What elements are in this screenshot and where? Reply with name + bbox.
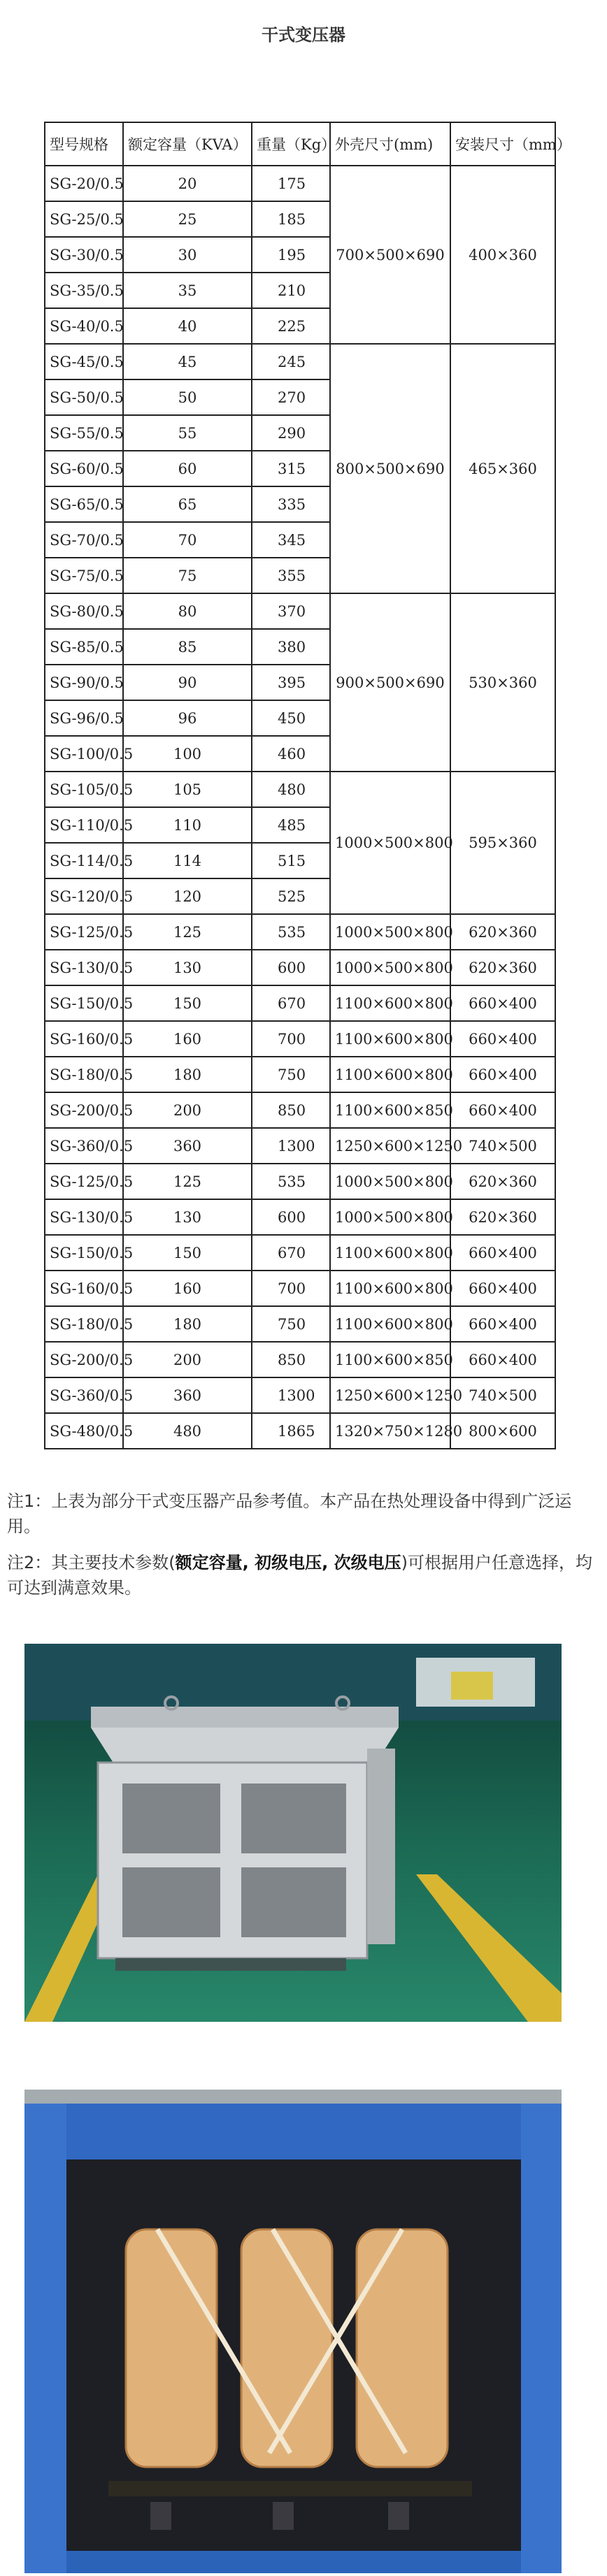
capacity-cell: 480: [123, 1413, 252, 1449]
weight-cell: 1300: [252, 1377, 330, 1413]
install-size-cell: 620×360: [450, 914, 555, 950]
capacity-cell: 20: [123, 166, 252, 201]
note-1: 注1：上表为部分干式变压器产品参考值。本产品在热处理设备中得到广泛运用。: [7, 1491, 572, 1536]
model-cell: SG-150/0.5: [45, 1235, 123, 1271]
capacity-cell: 35: [123, 273, 252, 308]
capacity-cell: 50: [123, 379, 252, 415]
spec-table: [44, 122, 571, 1449]
enclosure-size-cell: 1100×600×800: [330, 1271, 450, 1306]
capacity-cell: 110: [123, 807, 252, 843]
install-size-cell: 530×360: [450, 593, 555, 772]
weight-cell: 700: [252, 1021, 330, 1057]
weight-cell: 395: [252, 665, 330, 700]
capacity-cell: 130: [123, 950, 252, 985]
capacity-cell: 130: [123, 1199, 252, 1235]
weight-cell: 195: [252, 237, 330, 273]
capacity-cell: 70: [123, 522, 252, 558]
weight-cell: 290: [252, 415, 330, 451]
capacity-cell: 125: [123, 1164, 252, 1199]
enclosure-size-cell: 1100×600×800: [330, 1057, 450, 1092]
enclosure-size-cell: 1250×600×1250: [330, 1128, 450, 1164]
model-cell: SG-55/0.5: [45, 415, 123, 451]
column-header: 外壳尺寸(mm): [330, 122, 450, 166]
install-size-cell: 660×400: [450, 1021, 555, 1057]
enclosure-size-cell: 1100×600×850: [330, 1092, 450, 1128]
table-row: [45, 1271, 555, 1306]
weight-cell: 315: [252, 451, 330, 486]
table-row: [45, 1164, 555, 1199]
capacity-cell: 55: [123, 415, 252, 451]
capacity-cell: 360: [123, 1128, 252, 1164]
install-size-cell: 400×360: [450, 166, 555, 344]
note-2: [7, 1550, 601, 1600]
capacity-cell: 180: [123, 1057, 252, 1092]
enclosure-size-cell: 1100×600×800: [330, 1306, 450, 1342]
model-cell: SG-360/0.5: [45, 1128, 123, 1164]
weight-cell: 670: [252, 1235, 330, 1271]
capacity-cell: 96: [123, 700, 252, 736]
weight-cell: 210: [252, 273, 330, 308]
install-size-cell: 660×400: [450, 1306, 555, 1342]
weight-cell: 370: [252, 593, 330, 629]
weight-cell: 600: [252, 1199, 330, 1235]
table-row: [45, 1413, 555, 1449]
table-row: [45, 1199, 555, 1235]
column-header: 安装尺寸（mm）: [450, 122, 555, 166]
capacity-cell: 75: [123, 558, 252, 593]
enclosure-size-cell: 1250×600×1250: [330, 1377, 450, 1413]
capacity-cell: 80: [123, 593, 252, 629]
model-cell: SG-160/0.5: [45, 1271, 123, 1306]
note-2-bold-secondary: 次级电压: [328, 1553, 401, 1572]
model-cell: SG-75/0.5: [45, 558, 123, 593]
capacity-cell: 25: [123, 201, 252, 237]
model-cell: SG-90/0.5: [45, 665, 123, 700]
enclosure-size-cell: 1100×600×800: [330, 1021, 450, 1057]
capacity-cell: 200: [123, 1092, 252, 1128]
model-cell: SG-80/0.5: [45, 593, 123, 629]
model-cell: SG-70/0.5: [45, 522, 123, 558]
table-header-row: [45, 122, 555, 166]
model-cell: SG-110/0.5: [45, 807, 123, 843]
model-cell: SG-125/0.5: [45, 914, 123, 950]
weight-cell: 750: [252, 1306, 330, 1342]
model-cell: SG-25/0.5: [45, 201, 123, 237]
weight-cell: 535: [252, 914, 330, 950]
model-cell: SG-200/0.5: [45, 1342, 123, 1377]
enclosure-size-cell: 1320×750×1280: [330, 1413, 450, 1449]
model-cell: SG-45/0.5: [45, 344, 123, 379]
model-cell: SG-105/0.5: [45, 772, 123, 807]
weight-cell: 700: [252, 1271, 330, 1306]
weight-cell: 335: [252, 486, 330, 522]
table-row: [45, 1057, 555, 1092]
table-row: [45, 1342, 555, 1377]
weight-cell: 270: [252, 379, 330, 415]
install-size-cell: 660×400: [450, 1092, 555, 1128]
enclosure-size-cell: 1100×600×850: [330, 1342, 450, 1377]
weight-cell: 355: [252, 558, 330, 593]
table-row: [45, 985, 555, 1021]
weight-cell: 750: [252, 1057, 330, 1092]
weight-cell: 1300: [252, 1128, 330, 1164]
enclosure-size-cell: 1000×500×800: [330, 1199, 450, 1235]
note-2-bold-primary: 初级电压,: [248, 1553, 329, 1572]
capacity-cell: 45: [123, 344, 252, 379]
weight-cell: 515: [252, 843, 330, 878]
enclosure-size-cell: 1000×500×800: [330, 1164, 450, 1199]
install-size-cell: 800×600: [450, 1413, 555, 1449]
capacity-cell: 60: [123, 451, 252, 486]
page-title: 干式变压器: [262, 25, 345, 45]
model-cell: SG-85/0.5: [45, 629, 123, 665]
weight-cell: 670: [252, 985, 330, 1021]
table-row: [45, 1128, 555, 1164]
weight-cell: 345: [252, 522, 330, 558]
enclosure-size-cell: 900×500×690: [330, 593, 450, 772]
table-row: [45, 1235, 555, 1271]
capacity-cell: 85: [123, 629, 252, 665]
weight-cell: 460: [252, 736, 330, 772]
capacity-cell: 180: [123, 1306, 252, 1342]
install-size-cell: 620×360: [450, 1199, 555, 1235]
model-cell: SG-60/0.5: [45, 451, 123, 486]
enclosure-size-cell: 1000×500×800: [330, 914, 450, 950]
note-2-suffix: )可根据用户任意选择，均可达到满意效果。: [7, 1553, 592, 1598]
model-cell: SG-50/0.5: [45, 379, 123, 415]
install-size-cell: 620×360: [450, 950, 555, 985]
capacity-cell: 150: [123, 1235, 252, 1271]
model-cell: SG-200/0.5: [45, 1092, 123, 1128]
table-row: [45, 1092, 555, 1128]
enclosure-size-cell: 1100×600×800: [330, 985, 450, 1021]
model-cell: SG-480/0.5: [45, 1413, 123, 1449]
model-cell: SG-160/0.5: [45, 1021, 123, 1057]
weight-cell: 175: [252, 166, 330, 201]
enclosure-size-cell: 1100×600×800: [330, 1235, 450, 1271]
weight-cell: 1865: [252, 1413, 330, 1449]
capacity-cell: 100: [123, 736, 252, 772]
capacity-cell: 160: [123, 1021, 252, 1057]
model-cell: SG-114/0.5: [45, 843, 123, 878]
model-cell: SG-40/0.5: [45, 308, 123, 344]
capacity-cell: 160: [123, 1271, 252, 1306]
weight-cell: 485: [252, 807, 330, 843]
weight-cell: 185: [252, 201, 330, 237]
model-cell: SG-35/0.5: [45, 273, 123, 308]
install-size-cell: 740×500: [450, 1377, 555, 1413]
capacity-cell: 30: [123, 237, 252, 273]
weight-cell: 535: [252, 1164, 330, 1199]
table-row: [45, 950, 555, 985]
table-row: [45, 772, 555, 807]
model-cell: SG-30/0.5: [45, 237, 123, 273]
enclosure-size-cell: 1000×500×800: [330, 772, 450, 914]
weight-cell: 450: [252, 700, 330, 736]
enclosure-size-cell: 1000×500×800: [330, 950, 450, 985]
model-cell: SG-180/0.5: [45, 1306, 123, 1342]
install-size-cell: 660×400: [450, 1271, 555, 1306]
table-row: [45, 344, 555, 379]
model-cell: SG-130/0.5: [45, 950, 123, 985]
weight-cell: 600: [252, 950, 330, 985]
table-row: [45, 166, 555, 201]
table-row: [45, 1377, 555, 1413]
capacity-cell: 114: [123, 843, 252, 878]
model-cell: SG-20/0.5: [45, 166, 123, 201]
enclosure-photo: [24, 1644, 562, 2022]
table-row: [45, 593, 555, 629]
model-cell: SG-130/0.5: [45, 1199, 123, 1235]
capacity-cell: 150: [123, 985, 252, 1021]
table-row: [45, 914, 555, 950]
install-size-cell: 465×360: [450, 344, 555, 593]
capacity-cell: 65: [123, 486, 252, 522]
table-row: [45, 1021, 555, 1057]
model-cell: SG-96/0.5: [45, 700, 123, 736]
capacity-cell: 105: [123, 772, 252, 807]
capacity-cell: 200: [123, 1342, 252, 1377]
column-header: 重量（Kg）: [252, 122, 330, 166]
model-cell: SG-150/0.5: [45, 985, 123, 1021]
weight-cell: 480: [252, 772, 330, 807]
model-cell: SG-65/0.5: [45, 486, 123, 522]
weight-cell: 525: [252, 878, 330, 914]
install-size-cell: 660×400: [450, 985, 555, 1021]
model-cell: SG-120/0.5: [45, 878, 123, 914]
weight-cell: 380: [252, 629, 330, 665]
coil-photo: [24, 2090, 562, 2573]
column-header: 型号规格: [45, 122, 123, 166]
install-size-cell: 620×360: [450, 1164, 555, 1199]
capacity-cell: 40: [123, 308, 252, 344]
install-size-cell: 660×400: [450, 1057, 555, 1092]
weight-cell: 850: [252, 1092, 330, 1128]
capacity-cell: 125: [123, 914, 252, 950]
install-size-cell: 660×400: [450, 1342, 555, 1377]
enclosure-illustration: [24, 1644, 562, 2022]
column-header: 额定容量（KVA）: [123, 122, 252, 166]
enclosure-size-cell: 800×500×690: [330, 344, 450, 593]
capacity-cell: 90: [123, 665, 252, 700]
coil-illustration: [24, 2090, 562, 2573]
model-cell: SG-180/0.5: [45, 1057, 123, 1092]
model-cell: SG-100/0.5: [45, 736, 123, 772]
install-size-cell: 740×500: [450, 1128, 555, 1164]
install-size-cell: 595×360: [450, 772, 555, 914]
model-cell: SG-125/0.5: [45, 1164, 123, 1199]
note-2-bold-capacity: 额定容量,: [175, 1553, 249, 1572]
model-cell: SG-360/0.5: [45, 1377, 123, 1413]
capacity-cell: 360: [123, 1377, 252, 1413]
table-row: [45, 1306, 555, 1342]
install-size-cell: 660×400: [450, 1235, 555, 1271]
capacity-cell: 120: [123, 878, 252, 914]
note-2-prefix: 注2：其主要技术参数(: [7, 1553, 176, 1572]
weight-cell: 245: [252, 344, 330, 379]
enclosure-size-cell: 700×500×690: [330, 166, 450, 344]
weight-cell: 225: [252, 308, 330, 344]
weight-cell: 850: [252, 1342, 330, 1377]
